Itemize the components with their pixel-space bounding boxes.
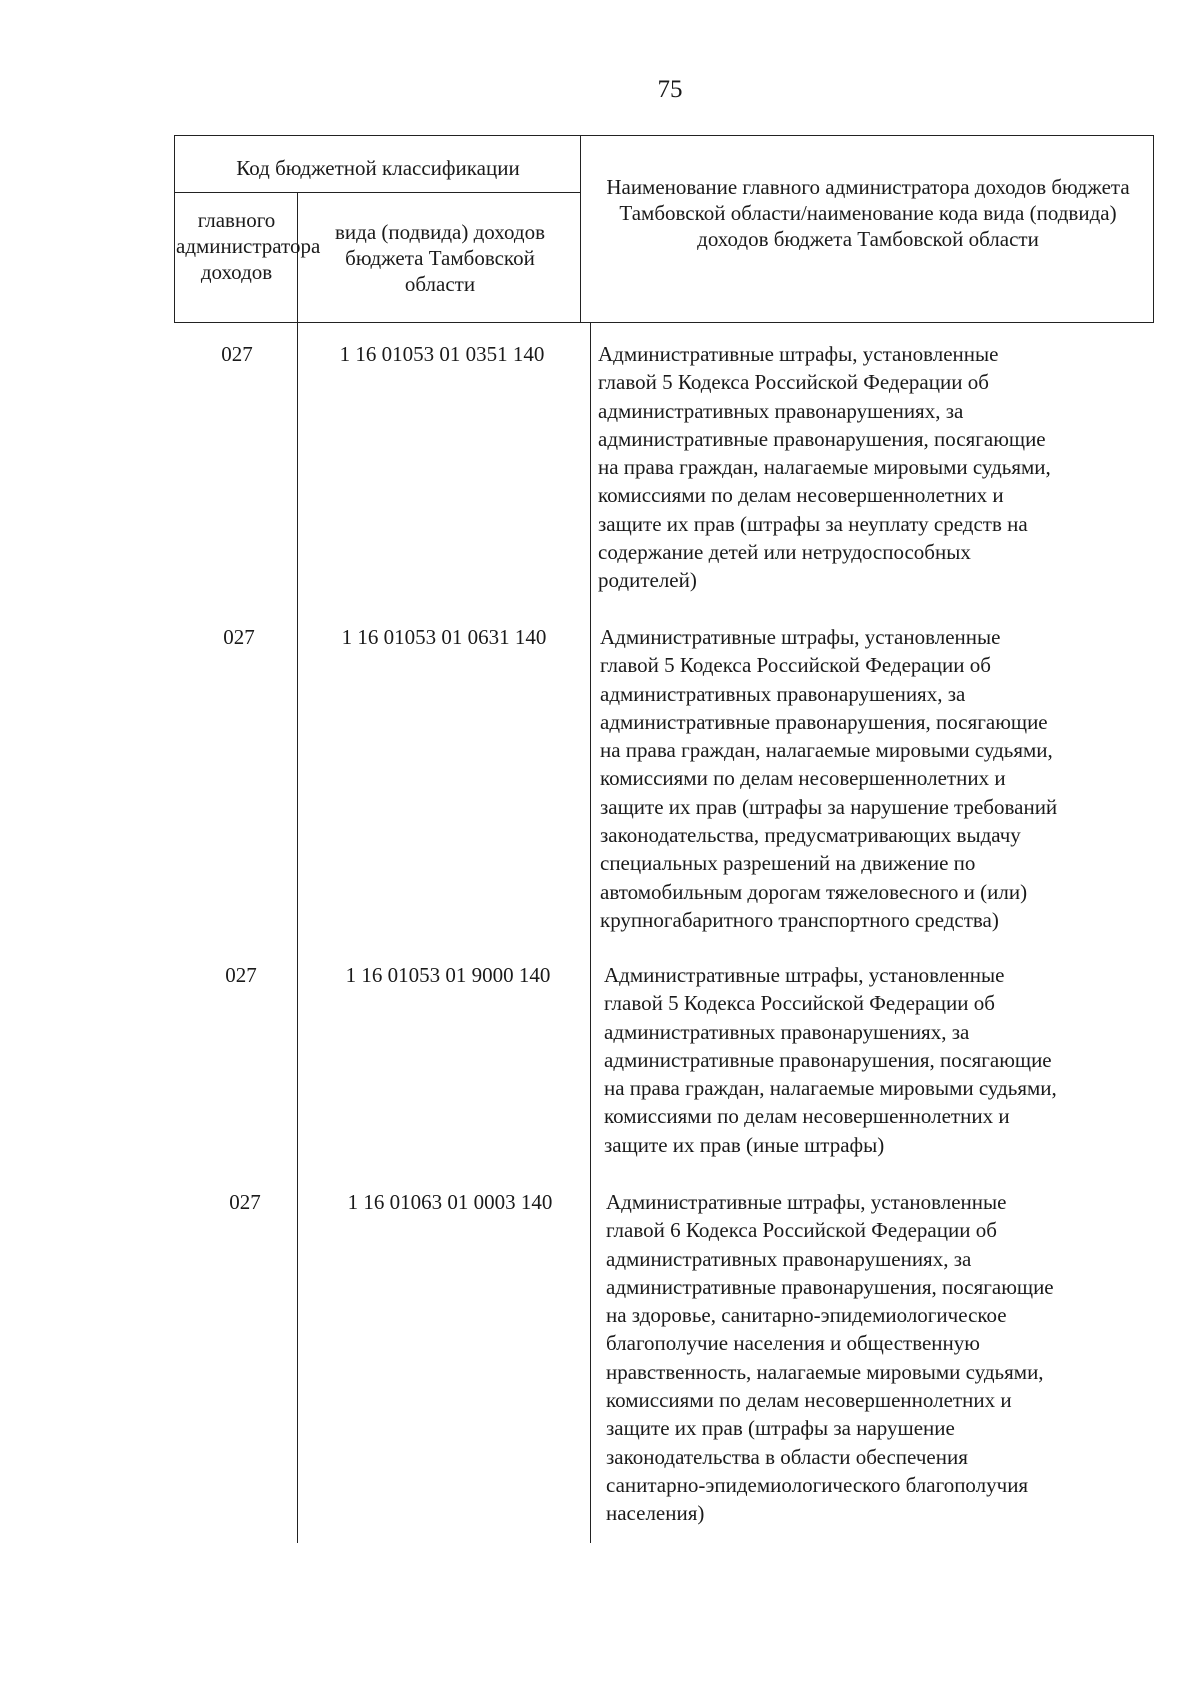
- row-income-name: Административные штрафы, установленные главой 5 Кодекса Российской Федерации об административных правонарушениях, за административные правонарушения, посягающие на права граждан, налагаемые мировыми судьями, комиссиями по делам несовершеннолетних и защите их прав (штрафы за нарушение требований законодательства, предусматривающих выдачу специальных разрешений на движение по автомобильным дорогам тяжеловесного и (или) крупногабаритного транспортного средства): [600, 625, 1058, 932]
- header-col-name-text: Наименование главного администратора доходов бюджета Тамбовской области/наименование кода вида (подвида) доходов бюджета Тамбовской области: [606, 175, 1130, 251]
- row-income-name: Административные штрафы, установленные главой 6 Кодекса Российской Федерации об административных правонарушениях, за административные правонарушения, посягающие на здоровье, санитарно-эпидемиологическое благополучие населения и общественную нравственность, налагаемые мировыми судьями, комиссиями по делам несовершеннолетних и защите их прав (штрафы за нарушение законодательства в области обеспечения санитарно-эпидемиологического благополучия населения): [606, 1190, 1054, 1526]
- row-income-code: 1 16 01063 01 0003 140: [347, 1190, 553, 1214]
- row-income-code: 1 16 01053 01 0631 140: [341, 625, 547, 649]
- row-admin-code: 027: [223, 625, 255, 649]
- row-admin-code: 027: [229, 1190, 261, 1214]
- header-col-admin: [176, 207, 321, 285]
- row-income-name: Административные штрафы, установленные главой 5 Кодекса Российской Федерации об административных правонарушениях, за административные правонарушения, посягающие на права граждан, налагаемые мировыми судьями, комиссиями по делам несовершеннолетних и защите их прав (иные штрафы): [604, 963, 1057, 1157]
- header-group-title: Код бюджетной классификации: [236, 156, 520, 180]
- row-admin-code: 027: [221, 342, 253, 366]
- row-income-name: Административные штрафы, установленные главой 5 Кодекса Российской Федерации об административных правонарушениях, за административные правонарушения, посягающие на права граждан, налагаемые мировыми судьями, комиссиями по делам несовершеннолетних и защите их прав (штрафы за неуплату средств на содержание детей или нетрудоспособных родителей): [598, 342, 1051, 593]
- row-income-code: 1 16 01053 01 9000 140: [345, 963, 551, 987]
- header-divider-group: [174, 192, 580, 193]
- row-admin-code: 027: [225, 963, 257, 987]
- row-income-code: 1 16 01053 01 0351 140: [339, 342, 545, 366]
- header-divider-main: [580, 135, 581, 323]
- header-col-code-text: вида (подвида) доходов бюджета Тамбовской области: [335, 220, 545, 296]
- page-number: 75: [657, 76, 683, 103]
- header-col-name: [598, 174, 1138, 252]
- header-col-code: [309, 219, 571, 297]
- body-divider-code-name: [590, 323, 591, 1543]
- header-col-admin-text: главного администратора доходов: [176, 208, 321, 284]
- body-divider-admin-code: [297, 323, 298, 1543]
